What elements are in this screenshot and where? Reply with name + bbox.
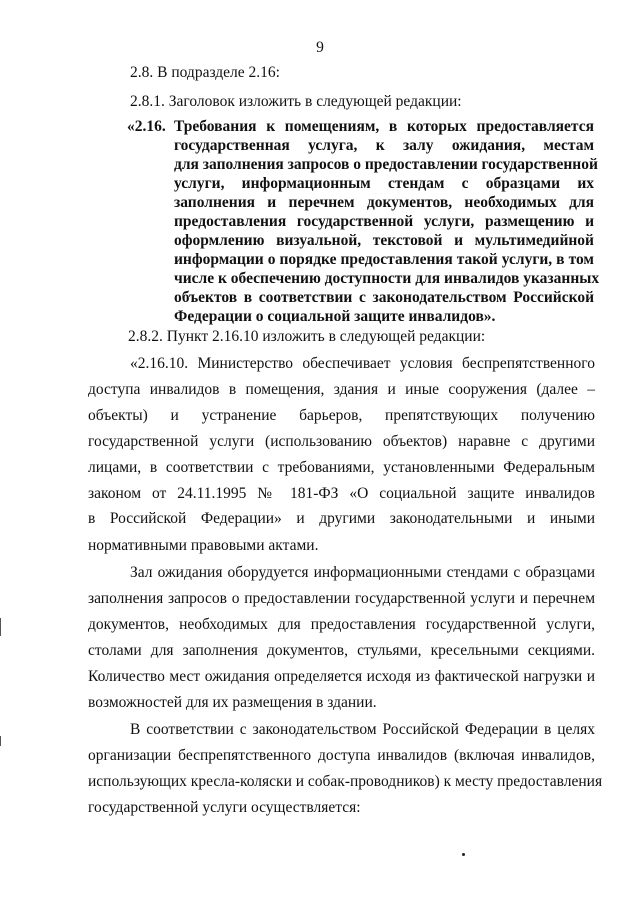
accessibility-paragraph-line: государственной услуги осуществляется:	[88, 799, 361, 816]
section-2-8-line: 2.8. В подразделе 2.16:	[130, 64, 280, 81]
page-number: 9	[316, 39, 324, 56]
accessibility-paragraph-line: организации беспрепятственного доступа инвалидов (включая инвалидов,	[88, 747, 595, 764]
paragraph-2-16-10-line: «2.16.10. Министерство обеспечивает условия беспрепятственного	[130, 355, 595, 372]
scan-edge-mark	[0, 618, 1, 636]
heading-2-16-line: объектов в соответствии с законодательством Российской	[174, 289, 594, 306]
paragraph-2-16-10-line: нормативными правовыми актами.	[88, 537, 319, 554]
heading-2-16-line: числе к обеспечению доступности для инвалидов указанных	[174, 270, 600, 287]
heading-2-16-line: предоставления государственной услуги, размещению и	[174, 213, 594, 230]
heading-2-16-line: заполнения и перечнем документов, необходимых для	[174, 194, 594, 211]
heading-2-16-line: Требования к помещениям, в которых предоставляется	[174, 118, 594, 135]
heading-2-16-line: Федерации о социальной защите инвалидов».	[174, 308, 496, 325]
section-2-8-1-line: 2.8.1. Заголовок изложить в следующей редакции:	[130, 93, 462, 110]
paragraph-2-16-10-line: государственной услуги (использованию объектов) наравне с другими	[88, 433, 595, 450]
paragraph-2-16-10-line: лицами, в соответствии с требованиями, установленными Федеральным	[88, 459, 595, 476]
paragraph-2-16-10-line: в Российской Федерации» и другими законодательными и иными	[88, 510, 595, 527]
waiting-room-paragraph-line: возможностей для их размещения в здании.	[88, 694, 377, 711]
heading-2-16-line: услуги, информационным стендам с образцами их	[174, 175, 594, 192]
accessibility-paragraph-line: использующих кресла-коляски и собак-проводников) к месту предоставления	[88, 773, 603, 790]
waiting-room-paragraph-line: заполнения запросов о предоставлении государственной услуги и перечнем	[88, 590, 595, 607]
paragraph-2-16-10-line: объекты) и устранение барьеров, препятствующих получению	[88, 407, 595, 424]
section-2-8-2-line: 2.8.2. Пункт 2.16.10 изложить в следующей редакции:	[128, 328, 486, 345]
accessibility-paragraph-line: В соответствии с законодательством Российской Федерации в целях	[130, 721, 595, 738]
scan-speck	[462, 853, 465, 856]
heading-2-16-number: «2.16.	[127, 118, 166, 135]
waiting-room-paragraph-line: Количество мест ожидания определяется исходя из фактической нагрузки и	[88, 668, 595, 685]
waiting-room-paragraph-line: столами для заполнения документов, стульями, кресельными секциями.	[88, 642, 595, 659]
waiting-room-paragraph-line: документов, необходимых для предоставления государственной услуги,	[88, 616, 595, 633]
paragraph-2-16-10-line: доступа инвалидов в помещения, здания и иные сооружения (далее –	[88, 381, 595, 398]
heading-2-16-line: для заполнения запросов о предоставлении государственной	[174, 156, 598, 173]
scan-edge-mark	[0, 736, 1, 746]
heading-2-16-line: информации о порядке предоставления такой услуги, в том	[174, 251, 594, 268]
paragraph-2-16-10-line: законом от 24.11.1995 № 181-ФЗ «О социальной защите инвалидов	[88, 485, 595, 502]
heading-2-16-line: государственная услуга, к залу ожидания, местам	[174, 137, 594, 154]
heading-2-16-line: оформлению визуальной, текстовой и мультимедийной	[174, 232, 594, 249]
waiting-room-paragraph-line: Зал ожидания оборудуется информационными стендами с образцами	[130, 564, 595, 581]
